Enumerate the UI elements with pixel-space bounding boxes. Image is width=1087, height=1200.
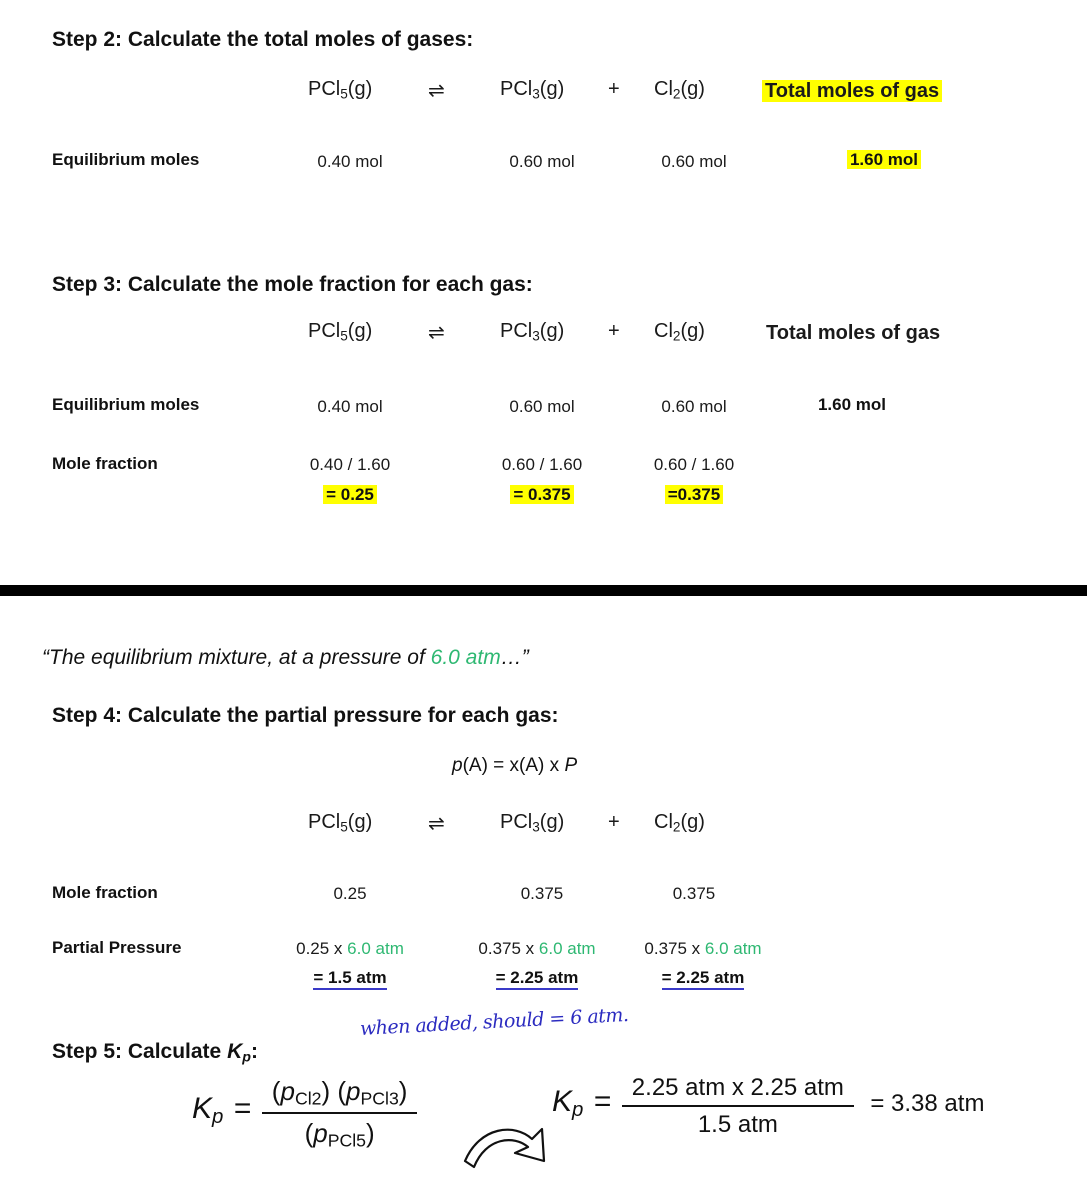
step3-total-header: Total moles of gas bbox=[766, 322, 941, 344]
step4-equation-product1: PCl$_3$(g) bbox=[500, 811, 565, 835]
step2-heading: Step 2: Calculate the total moles of gases: bbox=[52, 28, 474, 51]
step3-equilibrium-moles-pcl5: 0.40 mol bbox=[317, 397, 383, 416]
step4-equation-product2: $Cl_2(g)$ bbox=[654, 811, 705, 835]
step3-mole-fraction-pcl3: 0.60 / 1.60 bbox=[501, 455, 583, 474]
kp-equals-left: = bbox=[233, 1092, 252, 1126]
kp-expression-right bbox=[552, 1074, 984, 1139]
step2-equation-product2: $Cl_2(g)$ bbox=[654, 78, 705, 102]
step4-row-label-mole-fraction: Mole fraction bbox=[52, 883, 158, 902]
kp-numerator-right: 2.25 atm x 2.25 atm bbox=[631, 1074, 844, 1101]
step3-row-label-mole-fraction: Mole fraction bbox=[52, 454, 158, 473]
kp-denominator-left: $(p_{PCl5})$ bbox=[262, 1112, 418, 1151]
kp-denominator-right: 1.5 atm bbox=[622, 1105, 854, 1139]
kp-expression-left bbox=[192, 1076, 417, 1152]
step2-row-label-equilibrium-moles: Equilibrium moles bbox=[52, 150, 200, 169]
kp-equals-right: = bbox=[593, 1084, 612, 1118]
step3-equation-product2: $Cl_2(g)$ bbox=[654, 320, 705, 344]
step3-mole-fraction-result-pcl3: = 0.375 bbox=[482, 485, 602, 505]
slide-step4-step5 bbox=[0, 596, 1087, 1200]
step4-mole-fraction-pcl5: 0.25 bbox=[333, 884, 367, 903]
step4-mole-fraction-pcl3: 0.375 bbox=[520, 884, 564, 903]
step3-equilibrium-moles-cl2: 0.60 mol bbox=[661, 397, 727, 416]
kp-result: = 3.38 atm bbox=[870, 1089, 985, 1117]
quote-pressure-value: 6.0 atm bbox=[430, 646, 501, 669]
step4-heading: Step 4: Calculate the partial pressure for each gas: bbox=[52, 704, 559, 727]
kp-symbol-right: $K_p$ bbox=[552, 1084, 584, 1121]
step4-partial-pressure-calc-pcl5: 0.25 x 6.0 atm bbox=[296, 939, 404, 958]
quote-text-pre: “The equilibrium mixture, at a pressure of bbox=[42, 646, 431, 669]
pressure-quote bbox=[42, 646, 529, 670]
step2-equation-reactant: PCl$_5$(g) bbox=[308, 78, 373, 102]
step3-equation-reactant: PCl$_5$(g) bbox=[308, 320, 373, 344]
step3-equilibrium-moles-pcl3: 0.60 mol bbox=[509, 397, 575, 416]
step2-equation-product1: PCl$_3$(g) bbox=[500, 78, 565, 102]
step4-partial-pressure-calc-pcl3: 0.375 x 6.0 atm bbox=[478, 939, 596, 958]
kp-fraction-left bbox=[262, 1076, 418, 1152]
step3-total-moles-value: 1.60 mol bbox=[817, 395, 887, 414]
slide-divider bbox=[0, 585, 1087, 596]
step4-partial-pressure-result-pcl3: = 2.25 atm bbox=[462, 968, 612, 988]
step3-heading: Step 3: Calculate the mole fraction for each gas: bbox=[52, 273, 533, 296]
step2-equilibrium-moles-cl2: 0.60 mol bbox=[661, 152, 727, 171]
step2-equilibrium-moles-pcl3: 0.60 mol bbox=[509, 152, 575, 171]
step4-mole-fraction-cl2: 0.375 bbox=[672, 884, 716, 903]
kp-fraction-right bbox=[622, 1074, 854, 1139]
step3-equation-plus: + bbox=[608, 320, 620, 342]
step3-row-label-equilibrium-moles: Equilibrium moles bbox=[52, 395, 200, 414]
step4-equation-plus: + bbox=[608, 811, 620, 833]
step2-equilibrium-moles-pcl5: 0.40 mol bbox=[317, 152, 383, 171]
handwritten-annotation: when added, should = 6 atm. bbox=[359, 1003, 629, 1040]
step3-equilibrium-arrow: ⇌ bbox=[428, 322, 445, 344]
step4-row-label-partial-pressure: Partial Pressure bbox=[52, 938, 182, 957]
step3-mole-fraction-cl2: 0.60 / 1.60 bbox=[653, 455, 735, 474]
step5-heading: Step 5: Calculate $K_p$: bbox=[52, 1040, 258, 1066]
step3-mole-fraction-result-pcl5: = 0.25 bbox=[290, 485, 410, 505]
step2-total-header: Total moles of gas bbox=[762, 80, 942, 103]
slide-step2-step3 bbox=[0, 0, 1087, 585]
partial-pressure-formula: p(A) = x(A) x P bbox=[452, 755, 578, 776]
step4-equilibrium-arrow: ⇌ bbox=[428, 813, 445, 835]
step3-equation-product1: PCl$_3$(g) bbox=[500, 320, 565, 344]
kp-numerator-left: $(p_{Cl2})$ $(p_{PCl3})$ bbox=[271, 1076, 408, 1109]
step3-mole-fraction-pcl5: 0.40 / 1.60 bbox=[309, 455, 391, 474]
step3-mole-fraction-result-cl2: =0.375 bbox=[634, 485, 754, 505]
step2-total-moles-value: 1.60 mol bbox=[824, 150, 944, 170]
step2-equation-plus: + bbox=[608, 78, 620, 100]
step4-partial-pressure-calc-cl2: 0.375 x 6.0 atm bbox=[644, 939, 762, 958]
quote-text-post: …” bbox=[500, 646, 529, 669]
step4-equation-reactant: PCl$_5$(g) bbox=[308, 811, 373, 835]
curved-arrow-icon bbox=[460, 1121, 550, 1181]
step4-partial-pressure-result-cl2: = 2.25 atm bbox=[628, 968, 778, 988]
kp-symbol-left: $K_p$ bbox=[192, 1092, 224, 1129]
step2-equilibrium-arrow: ⇌ bbox=[428, 80, 445, 102]
step4-partial-pressure-result-pcl5: = 1.5 atm bbox=[280, 968, 420, 988]
